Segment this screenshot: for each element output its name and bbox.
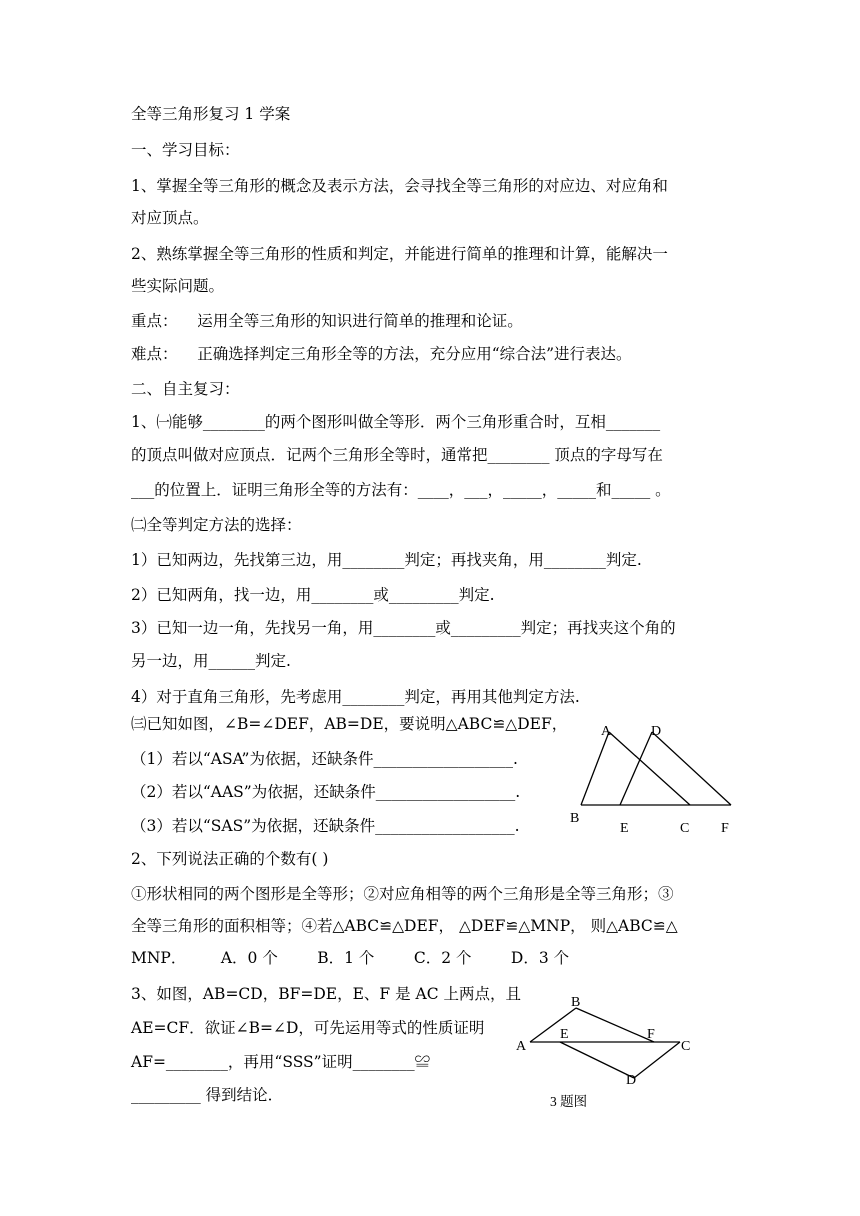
q2-line-4: MNP． A．0 个 B．1 个 C．2 个 D．3 个 [131,949,570,967]
q1-part3: ㈢已知如图，∠B=∠DEF，AB=DE，要说明△ABC≌△DEF， [131,715,568,733]
fig3-label-b: B [571,995,581,1010]
q1-method-2: 2）已知两角，找一边，用________或_________判定. [131,586,495,604]
q1-method-1: 1）已知两边，先找第三边，用________判定；再找夹角，用________判定. [131,551,642,569]
q3-line-1: 3、如图，AB=CD，BF=DE，E、F 是 AC 上两点，且 [131,985,521,1003]
fig1-label-d: D [651,724,662,739]
fig1-label-c: C [680,821,690,836]
fig1-label-a: A [601,724,612,739]
fig1-label-b: B [570,811,580,826]
q3-line-4: _________ 得到结论． [131,1086,284,1104]
fig3-caption: 3 题图 [550,1094,588,1109]
q1-line-3: ___的位置上．证明三角形全等的方法有：____，___，_____，_____和_____ 。 [131,481,671,499]
doc-title: 全等三角形复习 1 学案 [131,105,291,123]
section-heading-review: 二、自主复习： [131,380,240,398]
q2-line-1: 2、下列说法正确的个数有( ) [131,850,329,868]
q1-method-4: 4）对于直角三角形，先考虑用________判定，再用其他判定方法. [131,688,580,706]
key-point: 重点： 运用全等三角形的知识进行简单的推理和论证。 [131,312,523,330]
q2-line-2: ①形状相同的两个图形是全等形；②对应角相等的两个三角形是全等三角形；③ [131,885,674,903]
q3-line-2: AE=CF．欲证∠B=∠D，可先运用等式的性质证明 [131,1019,485,1037]
fig3-label-e: E [560,1027,569,1042]
fig3-label-c: C [681,1039,691,1054]
q1-method-3b: 另一边，用______判定. [131,652,291,670]
q1-line-2: 的顶点叫做对应顶点．记两个三角形全等时，通常把________ 顶点的字母写在 [131,446,663,464]
figure-1-triangles [565,718,745,838]
q1-method-3a: 3）已知一边一角，先找另一角，用________或_________判定；再找夹这个角的 [131,619,676,637]
fig3-label-f: F [647,1027,655,1042]
figure-3-diagram [510,988,700,1118]
goal-1-line-2: 对应顶点。 [131,209,209,227]
q1-line-1: 1、㈠能够________的两个图形叫做全等形．两个三角形重合时，互相_______ [131,413,661,431]
q1-aas: （2）若以“AAS”为依据，还缺条件__________________. [131,783,521,801]
fig1-label-f: F [721,821,729,836]
goal-2-line-1: 2、熟练掌握全等三角形的性质和判定，并能进行简单的推理和计算，能解决一 [131,245,668,263]
q1-asa: （1）若以“ASA”为依据，还缺条件__________________. [131,750,518,768]
goal-2-line-2: 些实际问题。 [131,277,225,295]
difficulty: 难点： 正确选择判定三角形全等的方法，充分应用“综合法”进行表达。 [131,345,632,363]
goal-1-line-1: 1、掌握全等三角形的概念及表示方法，会寻找全等三角形的对应边、对应角和 [131,177,668,195]
q3-line-3: AF=________，再用“SSS”证明________≌ [131,1053,431,1071]
q1-part2-heading: ㈡全等判定方法的选择： [131,516,302,534]
section-heading-goals: 一、学习目标： [131,141,240,159]
q1-sas: （3）若以“SAS”为依据，还缺条件__________________. [131,817,520,835]
fig3-label-d: D [626,1073,637,1088]
fig1-label-e: E [620,821,629,836]
q2-line-3: 全等三角形的面积相等；④若△ABC≌△DEF， △DEF≌△MNP， 则△ABC≌△ [131,917,678,935]
fig3-label-a: A [516,1039,527,1054]
